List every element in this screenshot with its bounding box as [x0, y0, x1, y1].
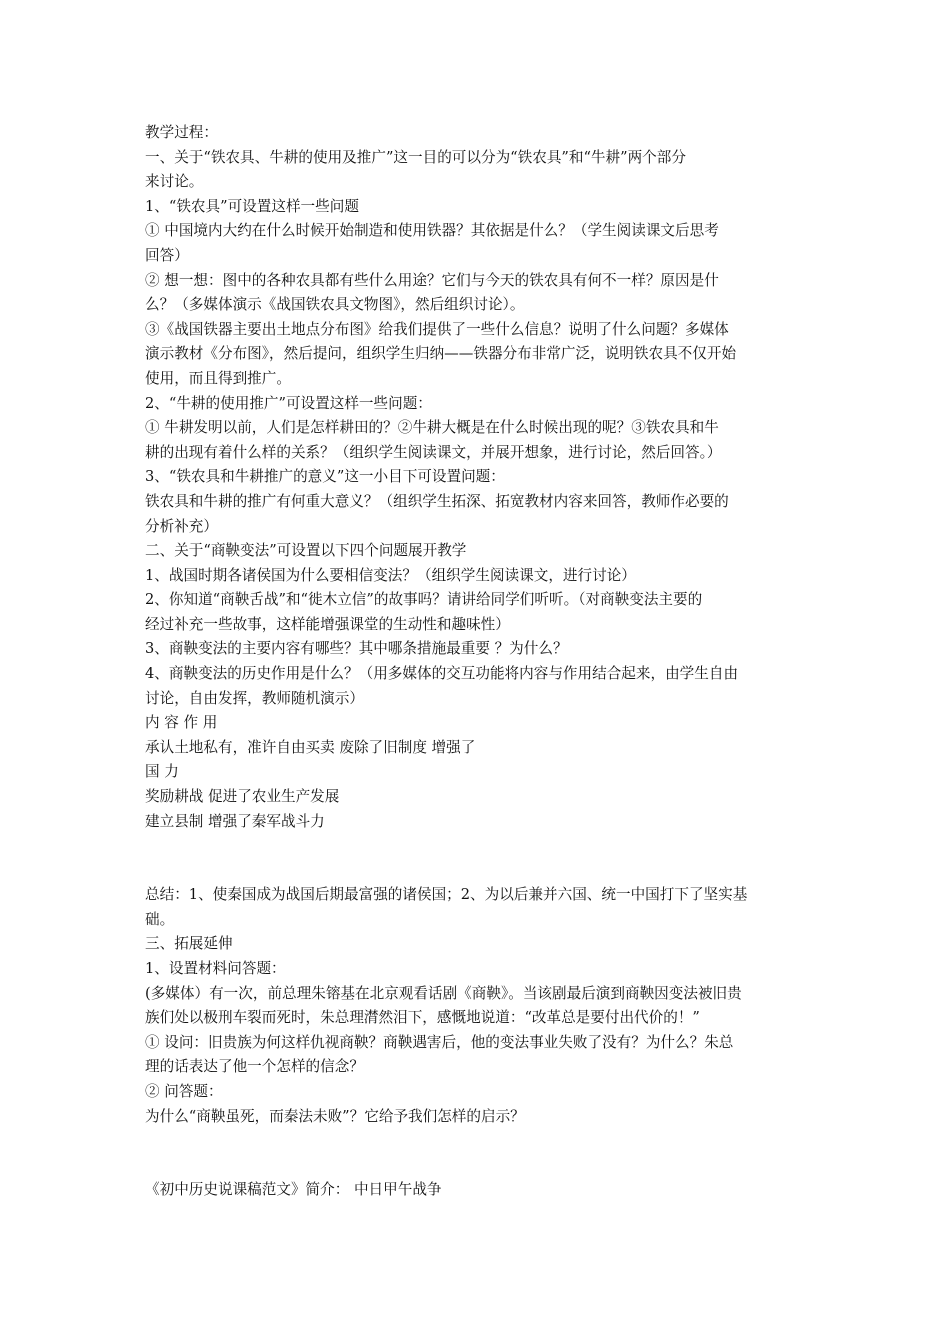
text-line: 理的话表达了他一个怎样的信念？	[145, 1058, 364, 1076]
footer-intro: 《初中历史说课稿范文》简介： 中日甲午战争	[145, 1181, 442, 1199]
text-block-teaching-process	[145, 121, 813, 834]
text-line: 分析补充）	[145, 517, 218, 535]
text-line: 奖励耕战 促进了农业生产发展	[145, 788, 340, 806]
text-line: ① 牛耕发明以前，人们是怎样耕田的？②牛耕大概是在什么时候出现的呢？③铁农具和牛	[145, 419, 719, 437]
text-line: (多媒体）有一次，前总理朱镕基在北京观看话剧《商鞅》。当该剧最后演到商鞅因变法被旧贵	[145, 984, 742, 1002]
text-line: ② 问答题：	[145, 1082, 223, 1100]
text-line: 2、“牛耕的使用推广”可设置这样一些问题：	[145, 394, 432, 412]
text-line: 1、“铁农具”可设置这样一些问题	[145, 197, 359, 215]
text-block-summary	[145, 883, 813, 1129]
text-line: 国 力	[145, 763, 179, 781]
text-line: 4、商鞅变法的历史作用是什么？（用多媒体的交互功能将内容与作用结合起来，由学生自由	[145, 665, 739, 683]
text-line: 耕的出现有着什么样的关系？（组织学生阅读课文，并展开想象，进行讨论，然后回答。）	[145, 443, 722, 461]
text-line: ① 中国境内大约在什么时候开始制造和使用铁器？其依据是什么？（学生阅读课文后思考	[145, 222, 719, 240]
text-line: 2、你知道“商鞅舌战”和“徙木立信”的故事吗？请讲给同学们听听。（对商鞅变法主要的	[145, 591, 703, 609]
text-line: ② 想一想：图中的各种农具都有些什么用途？它们与今天的铁农具有何不一样？原因是什	[145, 271, 719, 289]
text-line: 1、战国时期各诸侯国为什么要相信变法？（组织学生阅读课文，进行讨论）	[145, 566, 636, 584]
document-body	[145, 121, 813, 1203]
text-line: 么？（多媒体演示《战国铁农具文物图》，然后组织讨论）。	[145, 296, 525, 314]
text-line: 承认土地私有，准许自由买卖 废除了旧制度 增强了	[145, 738, 476, 756]
text-line: 铁农具和牛耕的推广有何重大意义？（组织学生拓深、拓宽教材内容来回答，教师作必要的	[145, 492, 729, 510]
text-line: ③《战国铁器主要出土地点分布图》给我们提供了一些什么信息？说明了什么问题？多媒体	[145, 320, 729, 338]
text-line: 3、商鞅变法的主要内容有哪些？其中哪条措施最重要 ？为什么？	[145, 640, 568, 658]
text-line: 建立县制 增强了秦军战斗力	[145, 812, 325, 830]
text-line: 演示教材《分布图》，然后提问，组织学生归纳——铁器分布非常广泛，说明铁农具不仅开始	[145, 345, 737, 363]
text-line: 来讨论。	[145, 173, 204, 191]
text-line: 总结：1、使秦国成为战国后期最富强的诸侯国；2、为以后兼并六国、统一中国打下了坚实基	[145, 886, 748, 904]
spacer	[145, 834, 813, 883]
text-line: 回答）	[145, 246, 189, 264]
text-line: 使用，而且得到推广。	[145, 369, 291, 387]
text-line: 族们处以极刑车裂而死时，朱总理潸然泪下，感慨地说道：“改革总是要付出代价的！”	[145, 1009, 700, 1027]
text-line: 3、“铁农具和牛耕推广的意义”这一小目下可设置问题：	[145, 468, 505, 486]
text-line: 二、关于“商鞅变法”可设置以下四个问题展开教学	[145, 542, 467, 560]
text-line: ① 设问：旧贵族为何这样仇视商鞅？商鞅遇害后，他的变法事业失败了没有？为什么？朱总	[145, 1033, 734, 1051]
text-line: 一、关于“铁农具、牛耕的使用及推广”这一目的可以分为“铁农具”和“牛耕”两个部分	[145, 148, 686, 166]
text-line: 三、拓展延伸	[145, 935, 233, 953]
text-line: 础。	[145, 910, 175, 928]
text-line: 为什么“商鞅虽死，而秦法未败”？它给予我们怎样的启示？	[145, 1107, 525, 1125]
text-line: 教学过程：	[145, 124, 218, 141]
text-line: 讨论，自由发挥，教师随机演示）	[145, 689, 364, 707]
spacer	[145, 1129, 813, 1178]
text-line: 经过补充一些故事，这样能增强课堂的生动性和趣味性）	[145, 615, 510, 633]
text-line: 1、设置材料问答题：	[145, 960, 286, 977]
text-line: 内 容 作 用	[145, 714, 218, 732]
